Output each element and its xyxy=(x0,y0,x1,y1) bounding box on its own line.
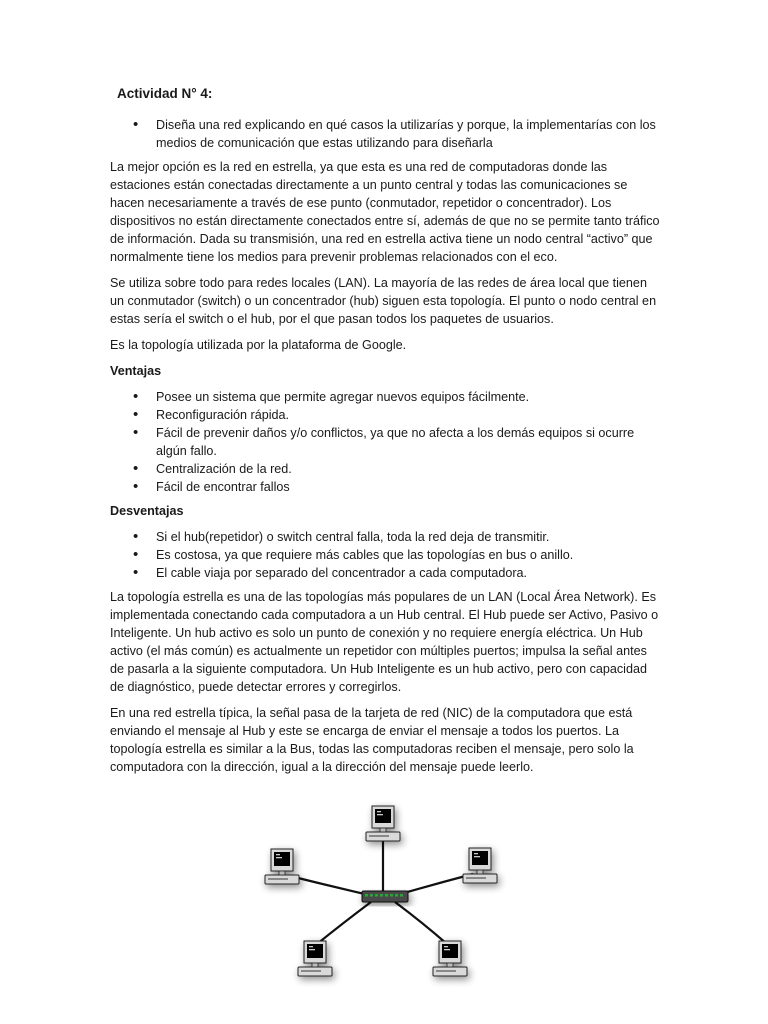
desktop-computer-icon xyxy=(433,941,467,976)
desktop-computer-icon xyxy=(298,941,332,976)
page-title: Actividad N° 4: xyxy=(117,86,213,101)
desktop-computer-icon xyxy=(366,806,400,841)
cable-bottom-left xyxy=(317,902,371,944)
cables xyxy=(290,836,473,944)
desventajas-list xyxy=(110,528,660,582)
closing-paragraph: La topología estrella es una de las topologías más populares de un LAN (Local Área Network). Es implementada conectando cada computadora a un Hub central. El Hub puede ser Activo, Pasivo o Inteligente. Un hub activo es solo un punto de conexión y no requiere energía eléctrica. Un Hub activo (el más común) es actualmente un repetidor con múltiples puertos; impulsa la señal antes de pasarla a la siguiente computadora. Un Hub Inteligente es un hub activo, pero con capacidad de diagnóstico, puede detectar errores y corregirlos. xyxy=(110,590,659,694)
closing-paragraph: En una red estrella típica, la señal pasa de la tarjeta de red (NIC) de la computadora que está enviando el mensaje al Hub y este se encarga de enviar el mensaje a todos los puertos. La topología estrella es similar a la Bus, todas las computadoras reciben el mensaje, pero solo la computadora con la dirección, igual a la dirección del mensaje puede leerlo. xyxy=(110,706,634,774)
intro-paragraph: Es la topología utilizada por la plataforma de Google. xyxy=(110,338,407,352)
star-topology-svg xyxy=(245,798,535,988)
network-switch-icon xyxy=(362,891,408,902)
intro-paragraph: La mejor opción es la red en estrella, ya que esta es una red de computadoras donde las estaciones están conectadas directamente a un punto central y todas las comunicaciones se hacen necesariamente a través de ese punto (conmutador, repetidor o concentrador). Los dispositivos no están directamente conectados entre sí, además de que no se permite tanto tráfico de información. Dada su transmisión, una red en estrella activa tiene un nodo central “activo” que normalmente tiene los medios para prevenir problemas relacionados con el eco. xyxy=(110,160,660,264)
ventajas-list xyxy=(110,388,660,496)
cable-bottom-right xyxy=(395,902,447,944)
list-item: • Posee un sistema que permite agregar nuevos equipos fácilmente. xyxy=(156,388,660,406)
task-list xyxy=(110,116,660,152)
star-topology-diagram xyxy=(245,798,535,988)
cable-left xyxy=(290,876,369,895)
desktop-computer-icon xyxy=(265,849,299,884)
desktop-computer-icon xyxy=(463,848,497,883)
list-item: • Es costosa, ya que requiere más cables que las topologías en bus o anillo. xyxy=(156,546,660,564)
document-body xyxy=(110,116,660,784)
list-item: • Reconfiguración rápida. xyxy=(156,406,660,424)
intro-paragraph: Se utiliza sobre todo para redes locales (LAN). La mayoría de las redes de área local que tienen un conmutador (switch) o un concentrador (hub) siguen esta topología. El punto o nodo central en estas sería el switch o el hub, por el que pasan todos los paquetes de usuarios. xyxy=(110,276,657,326)
ventajas-heading: Ventajas xyxy=(110,364,162,378)
list-item: • Fácil de encontrar fallos xyxy=(156,478,660,496)
task-bullet: • Diseña una red explicando en qué casos la utilizarías y porque, la implementarías con los medios de comunicación que estas utilizando para diseñarla xyxy=(156,116,660,152)
list-item: • Fácil de prevenir daños y/o conflictos, ya que no afecta a los demás equipos si ocurre algún fallo. xyxy=(156,424,660,460)
list-item: • El cable viaja por separado del concentrador a cada computadora. xyxy=(156,564,660,582)
list-item: • Centralización de la red. xyxy=(156,460,660,478)
list-item: • Si el hub(repetidor) o switch central falla, toda la red deja de transmitir. xyxy=(156,528,660,546)
desventajas-heading: Desventajas xyxy=(110,504,184,518)
